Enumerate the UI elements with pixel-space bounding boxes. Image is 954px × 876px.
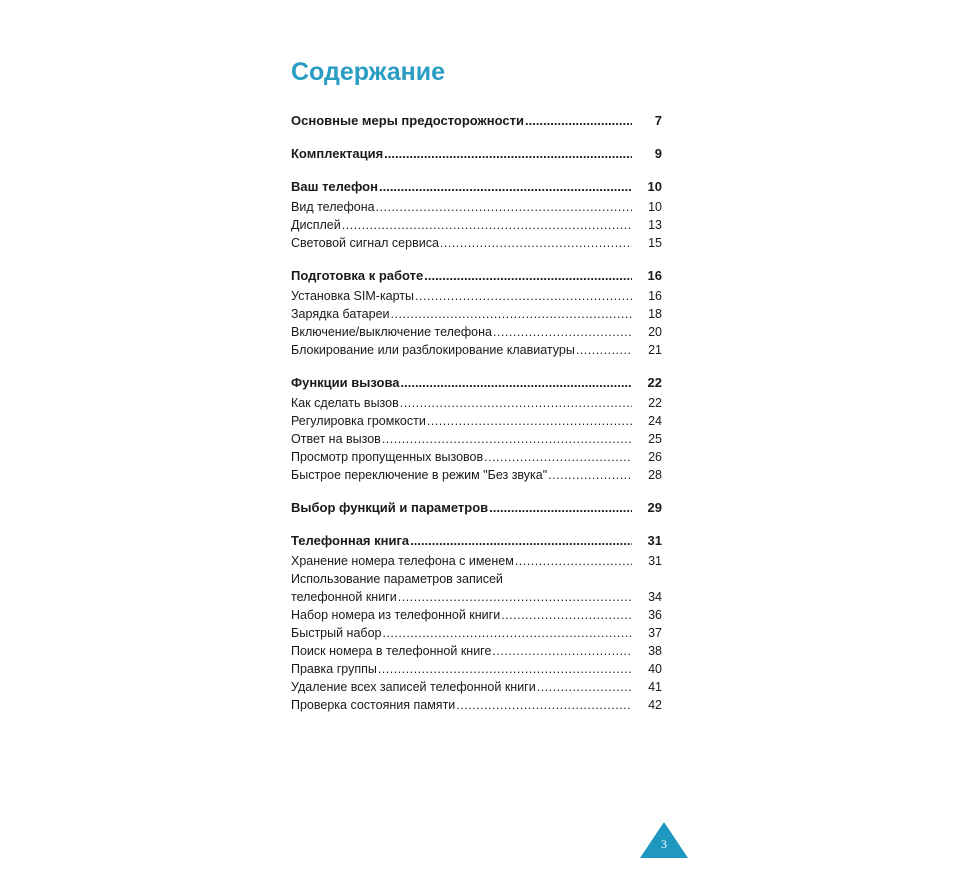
toc-section-heading-label: Выбор функций и параметров [291, 500, 489, 515]
toc-entry-label: Блокирование или разблокирование клавиатуры [291, 343, 575, 357]
dot-leader [424, 266, 632, 285]
toc-entry[interactable] [291, 430, 662, 448]
toc-entry[interactable] [291, 696, 662, 714]
toc-section [291, 266, 665, 359]
toc-section-heading-page: 9 [654, 146, 662, 161]
toc-section-heading-page: 16 [647, 268, 662, 283]
toc-section-heading-page: 7 [654, 113, 662, 128]
toc-entry-label: Зарядка батареи [291, 307, 390, 321]
toc-section [291, 111, 665, 130]
dot-leader [525, 111, 632, 130]
dot-leader [379, 177, 632, 196]
toc-entry-page: 10 [648, 200, 662, 214]
toc-entry-label: Световой сигнал сервиса [291, 236, 439, 250]
toc-section [291, 498, 665, 517]
toc-entry[interactable] [291, 412, 662, 430]
toc-entry[interactable] [291, 341, 662, 359]
toc-entry-label: Правка группы [291, 662, 377, 676]
toc-entry[interactable] [291, 216, 662, 234]
toc-entry-page: 28 [648, 468, 662, 482]
toc-entry-page: 13 [648, 218, 662, 232]
dot-leader [456, 696, 632, 714]
dot-leader [489, 498, 632, 517]
toc-entry-label: Хранение номера телефона с именем [291, 554, 514, 568]
page-number-badge [640, 822, 688, 858]
toc-section-heading[interactable] [291, 266, 662, 285]
toc-entry-page: 18 [648, 307, 662, 321]
dot-leader [548, 466, 632, 484]
dot-leader [440, 234, 632, 252]
toc-section [291, 373, 665, 484]
toc-entry-page: 16 [648, 289, 662, 303]
toc-entry-label: Поиск номера в телефонной книге [291, 644, 492, 658]
dot-leader [398, 588, 632, 606]
dot-leader [576, 341, 632, 359]
toc-entry-label: Ответ на вызов [291, 432, 381, 446]
toc-entry-label: Вид телефона [291, 200, 375, 214]
toc-entry[interactable] [291, 624, 662, 642]
toc-entry-page: 38 [648, 644, 662, 658]
dot-leader [515, 552, 632, 570]
toc-entry-page: 41 [648, 680, 662, 694]
toc-entry[interactable] [291, 660, 662, 678]
toc-entry[interactable] [291, 394, 662, 412]
dot-leader [501, 606, 632, 624]
table-of-contents [291, 111, 665, 714]
toc-entry-label: Проверка состояния памяти [291, 698, 456, 712]
toc-section [291, 177, 665, 252]
toc-entry-page: 40 [648, 662, 662, 676]
dot-leader [415, 287, 632, 305]
toc-section [291, 144, 665, 163]
toc-entry[interactable] [291, 448, 662, 466]
toc-entry[interactable] [291, 606, 662, 624]
toc-entry-label: Просмотр пропущенных вызовов [291, 450, 484, 464]
toc-entry[interactable] [291, 234, 662, 252]
dot-leader [537, 678, 632, 696]
dot-leader [384, 144, 632, 163]
toc-entry-page: 22 [648, 396, 662, 410]
dot-leader [410, 531, 632, 550]
toc-entry-label: Быстрый набор [291, 626, 382, 640]
dot-leader [400, 394, 632, 412]
dot-leader [493, 323, 632, 341]
toc-entry-page: 31 [648, 554, 662, 568]
toc-section-heading[interactable] [291, 111, 662, 130]
dot-leader [382, 430, 632, 448]
dot-leader [391, 305, 632, 323]
toc-entry-page: 26 [648, 450, 662, 464]
toc-entry-label: Удаление всех записей телефонной книги [291, 680, 536, 694]
toc-entry[interactable] [291, 642, 662, 660]
toc-entry-page: 20 [648, 325, 662, 339]
toc-section-heading[interactable] [291, 498, 662, 517]
toc-section-heading-label: Ваш телефон [291, 179, 378, 194]
toc-section-heading[interactable] [291, 373, 662, 392]
toc-section-heading-page: 31 [647, 533, 662, 548]
toc-section-heading[interactable] [291, 144, 662, 163]
toc-entry-page: 15 [648, 236, 662, 250]
dot-leader [378, 660, 632, 678]
toc-section-heading-label: Подготовка к работе [291, 268, 424, 283]
toc-section-heading-page: 22 [647, 375, 662, 390]
page-number: 3 [661, 837, 667, 851]
toc-entry-label: Установка SIM-карты [291, 289, 415, 303]
dot-leader [376, 198, 632, 216]
toc-section-heading-label: Основные меры предосторожности [291, 113, 524, 128]
toc-entry-label-line[interactable]: Использование параметров записей [291, 572, 503, 586]
toc-entry-label: Регулировка громкости [291, 414, 426, 428]
page-title: Содержание [291, 58, 446, 86]
dot-leader [342, 216, 632, 234]
toc-section-heading-page: 29 [647, 500, 662, 515]
toc-entry[interactable] [291, 323, 662, 341]
toc-entry-label: Дисплей [291, 218, 341, 232]
toc-entry-label: Набор номера из телефонной книги [291, 608, 501, 622]
toc-entry-page: 37 [648, 626, 662, 640]
toc-section-heading[interactable] [291, 177, 662, 196]
toc-entry[interactable] [291, 305, 662, 323]
toc-section-heading-label: Телефонная книга [291, 533, 410, 548]
toc-entry-page: 21 [648, 343, 662, 357]
toc-entry[interactable] [291, 466, 662, 484]
toc-entry-page: 24 [648, 414, 662, 428]
toc-section-heading-page: 10 [647, 179, 662, 194]
toc-entry-label: Как сделать вызов [291, 396, 399, 410]
dot-leader [427, 412, 632, 430]
toc-page [291, 54, 665, 728]
toc-entry[interactable] [291, 287, 662, 305]
toc-entry[interactable] [291, 198, 662, 216]
toc-entry-label: телефонной книги [291, 590, 397, 604]
dot-leader [382, 624, 632, 642]
dot-leader [401, 373, 633, 392]
toc-section [291, 531, 665, 714]
toc-entry-page: 36 [648, 608, 662, 622]
toc-section-heading[interactable] [291, 531, 662, 550]
toc-entry[interactable] [291, 678, 662, 696]
toc-entry-page: 25 [648, 432, 662, 446]
dot-leader [484, 448, 632, 466]
toc-entry[interactable] [291, 588, 662, 606]
dot-leader [492, 642, 632, 660]
toc-entry-page: 34 [648, 590, 662, 604]
toc-entry-label: Включение/выключение телефона [291, 325, 492, 339]
toc-entry-label: Быстрое переключение в режим "Без звука" [291, 468, 548, 482]
toc-entry-page: 42 [648, 698, 662, 712]
toc-section-heading-label: Комплектация [291, 146, 384, 161]
toc-section-heading-label: Функции вызова [291, 375, 400, 390]
toc-entry[interactable] [291, 552, 662, 570]
